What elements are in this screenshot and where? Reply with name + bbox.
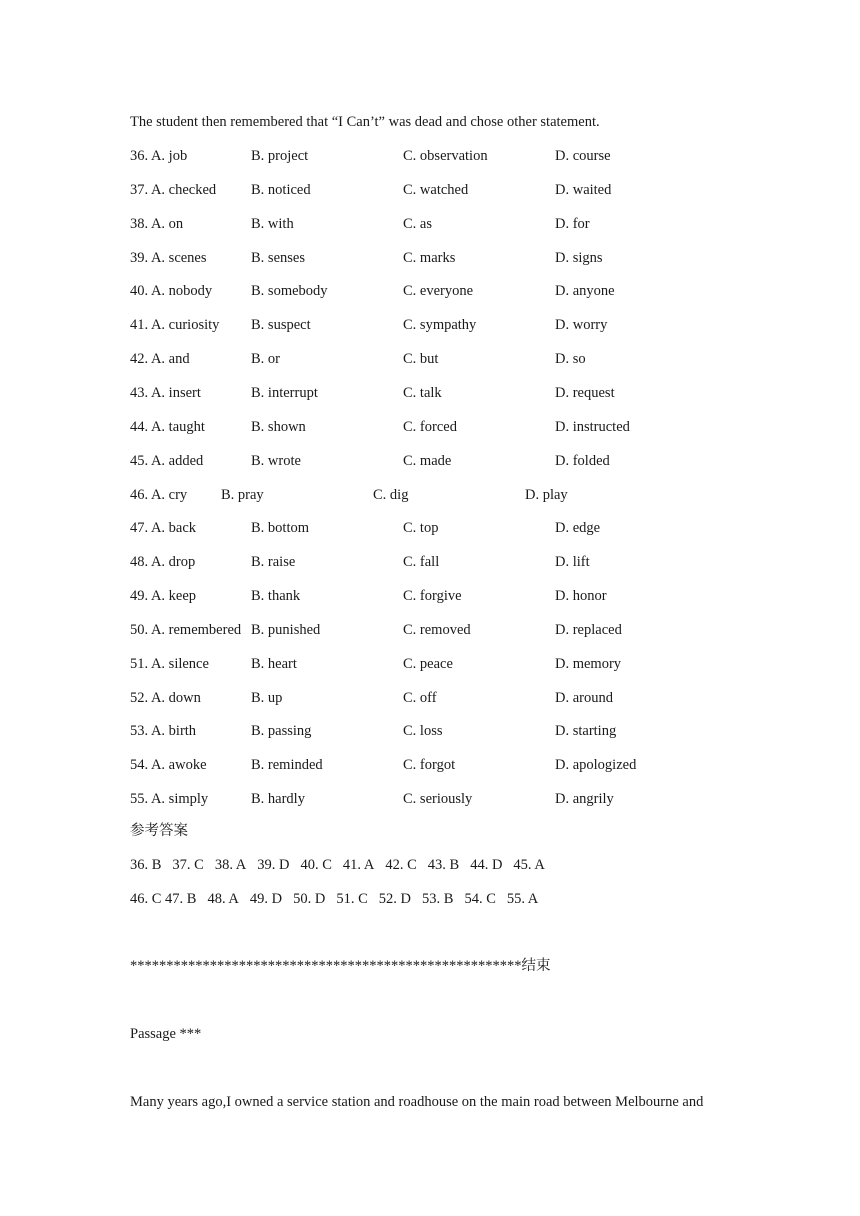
- answer-item: 50. D: [293, 891, 326, 907]
- option-c: C. watched: [403, 181, 469, 198]
- question-row: [130, 384, 770, 402]
- answer-item: 43. B: [427, 857, 460, 873]
- answer-item: 37. C: [172, 857, 204, 873]
- option-d: D. honor: [555, 588, 607, 605]
- option-a: 47. A. back: [130, 520, 197, 537]
- answer-key-line-1: [130, 856, 556, 874]
- option-a: 37. A. checked: [130, 181, 217, 198]
- option-b: B. suspect: [251, 317, 311, 334]
- answer-item: 48. A: [207, 891, 239, 907]
- answer-item: 54. C: [464, 891, 496, 907]
- option-c: C. made: [403, 452, 452, 469]
- answer-heading: 参考答案: [130, 823, 188, 839]
- option-c: C. peace: [403, 655, 453, 672]
- option-b: B. bottom: [251, 520, 310, 537]
- question-row: [130, 689, 770, 707]
- option-d: D. around: [555, 689, 613, 706]
- passage-text: Many years ago,I owned a service station and roadhouse on the main road between Melbourne and: [130, 1094, 704, 1110]
- option-b: B. or: [251, 351, 280, 368]
- option-b: B. thank: [251, 588, 301, 605]
- option-d: D. edge: [555, 520, 601, 537]
- option-b: B. project: [251, 148, 309, 164]
- answer-item: 40. C: [300, 857, 332, 873]
- option-a: 41. A. curiosity: [130, 317, 220, 334]
- question-row: [130, 621, 770, 639]
- option-c: C. forgot: [403, 757, 456, 774]
- question-row: [130, 249, 770, 267]
- end-marker: ******************************************************结束: [130, 958, 551, 974]
- option-a: 45. A. added: [130, 452, 204, 469]
- answer-item: 41. A: [342, 857, 375, 873]
- option-a: 52. A. down: [130, 689, 201, 706]
- intro-sentence: The student then remembered that “I Can’t” was dead and chose other statement.: [130, 114, 600, 130]
- option-c: C. removed: [403, 621, 471, 638]
- option-b: B. senses: [251, 249, 305, 266]
- option-a: 36. A. job: [130, 148, 188, 164]
- option-a: 49. A. keep: [130, 588, 197, 605]
- option-a: 54. A. awoke: [130, 757, 207, 774]
- passage-title: Passage ***: [130, 1026, 202, 1042]
- option-c: C. loss: [403, 723, 443, 740]
- option-d: D. memory: [555, 655, 622, 672]
- option-b: B. hardly: [251, 791, 305, 808]
- option-d: D. apologized: [555, 757, 637, 774]
- answer-item: 49. D: [249, 891, 283, 907]
- option-c: C. forced: [403, 418, 457, 435]
- option-a: 55. A. simply: [130, 791, 209, 808]
- option-c: C. fall: [403, 554, 440, 571]
- question-row: [130, 553, 770, 571]
- answer-item: 45. A: [513, 857, 545, 873]
- option-a: 43. A. insert: [130, 384, 201, 401]
- answer-item: 39. D: [257, 857, 290, 873]
- option-b: B. raise: [251, 554, 296, 571]
- option-c: C. marks: [403, 249, 456, 266]
- option-b: B. up: [251, 689, 283, 706]
- option-d: D. signs: [555, 249, 603, 266]
- option-a: 50. A. remembered: [130, 621, 242, 638]
- option-d: D. so: [555, 351, 586, 368]
- question-row: [130, 486, 770, 504]
- option-d: D. request: [555, 384, 615, 401]
- option-d: D. folded: [555, 452, 610, 469]
- option-a: 53. A. birth: [130, 723, 197, 740]
- question-row: [130, 181, 770, 199]
- option-c: C. everyone: [403, 283, 474, 300]
- question-row: [130, 350, 770, 368]
- question-row: [130, 519, 770, 537]
- answer-item: 42. C: [385, 857, 417, 873]
- answer-item: 36. B: [130, 857, 162, 873]
- question-row: [130, 655, 770, 673]
- option-b: B. reminded: [251, 757, 323, 774]
- answer-item: 55. A: [506, 891, 539, 907]
- option-d: D. lift: [555, 554, 590, 571]
- option-d: D. instructed: [555, 418, 630, 435]
- option-b: B. passing: [251, 723, 312, 740]
- question-row: [130, 452, 770, 470]
- option-a: 44. A. taught: [130, 418, 205, 435]
- option-d: D. replaced: [555, 621, 622, 638]
- answer-item: 46. C 47. B: [130, 891, 197, 907]
- question-row: [130, 147, 770, 165]
- option-d: D. worry: [555, 317, 608, 334]
- question-row: [130, 418, 770, 436]
- answer-item: 44. D: [470, 857, 503, 873]
- option-c: C. top: [403, 520, 439, 537]
- option-d: D. play: [525, 486, 568, 503]
- option-c: C. forgive: [403, 588, 462, 605]
- question-row: [130, 215, 770, 233]
- question-row: [130, 790, 770, 808]
- question-row: [130, 282, 770, 300]
- answer-item: 38. A: [214, 857, 247, 873]
- option-c: C. as: [403, 215, 432, 232]
- question-row: [130, 587, 770, 605]
- option-b: B. punished: [251, 621, 321, 638]
- option-d: D. waited: [555, 181, 612, 198]
- option-a: 39. A. scenes: [130, 249, 207, 266]
- option-a: 38. A. on: [130, 215, 184, 232]
- option-d: D. course: [555, 148, 611, 164]
- answer-item: 52. D: [378, 891, 412, 907]
- option-b: B. with: [251, 215, 294, 232]
- option-b: B. interrupt: [251, 384, 318, 401]
- option-a: 46. A. cry: [130, 486, 188, 503]
- option-d: D. anyone: [555, 283, 615, 300]
- answer-key-line-2: [130, 890, 549, 908]
- question-row: [130, 316, 770, 334]
- option-a: 48. A. drop: [130, 554, 196, 571]
- option-c: C. seriously: [403, 791, 473, 808]
- question-row: [130, 756, 770, 774]
- option-b: B. somebody: [251, 283, 328, 300]
- answer-item: 53. B: [422, 891, 454, 907]
- option-b: B. shown: [251, 418, 306, 435]
- question-row: [130, 722, 770, 740]
- option-c: C. off: [403, 689, 437, 706]
- option-b: B. noticed: [251, 181, 311, 198]
- option-d: D. angrily: [555, 791, 614, 808]
- option-c: C. sympathy: [403, 317, 477, 334]
- option-a: 40. A. nobody: [130, 283, 213, 300]
- option-b: B. wrote: [251, 452, 301, 469]
- option-b: B. heart: [251, 655, 297, 672]
- option-d: D. starting: [555, 723, 617, 740]
- option-b: B. pray: [221, 486, 264, 503]
- option-a: 42. A. and: [130, 351, 190, 368]
- option-c: C. dig: [373, 486, 409, 503]
- option-c: C. observation: [403, 148, 488, 164]
- option-d: D. for: [555, 215, 590, 232]
- option-c: C. talk: [403, 384, 442, 401]
- answer-item: 51. C: [336, 891, 368, 907]
- option-a: 51. A. silence: [130, 655, 209, 672]
- option-c: C. but: [403, 351, 439, 368]
